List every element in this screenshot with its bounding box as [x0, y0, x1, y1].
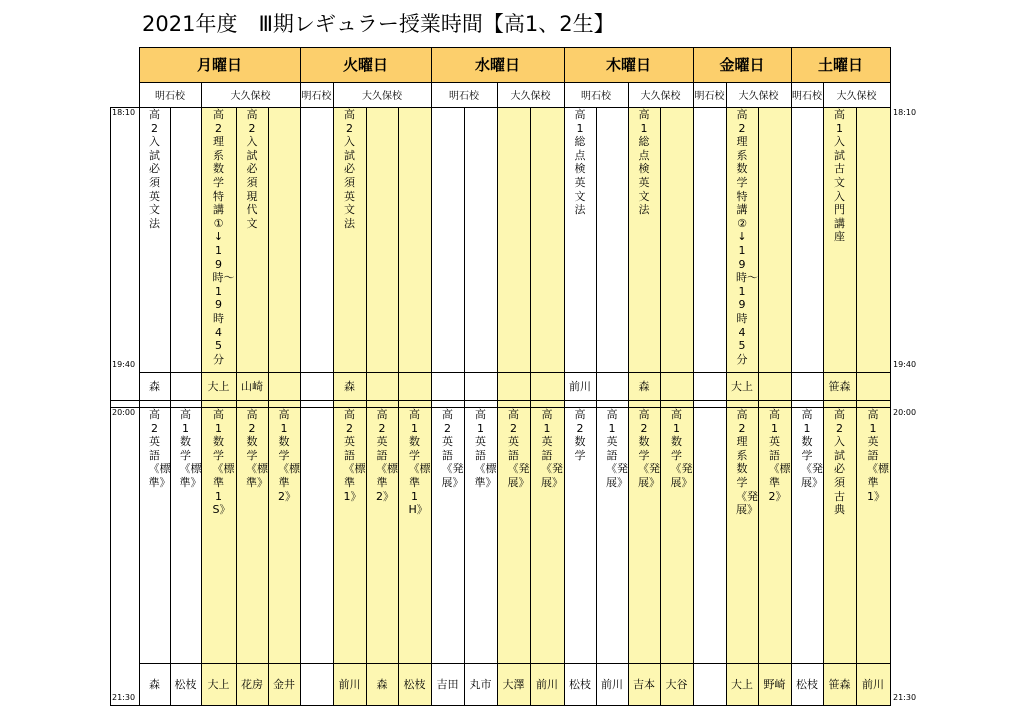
grid-line: [890, 107, 891, 705]
course-name: 高2英語《標準》: [148, 408, 170, 489]
teacher-cell-session2: 松枝: [569, 677, 591, 691]
course-name: 高1数学《標準1S》: [212, 408, 235, 517]
class-cell-session2: [170, 407, 201, 663]
class-cell-session2: [596, 407, 628, 663]
class-cell-session1: [660, 107, 693, 372]
grid-line: [110, 107, 891, 108]
teacher-cell-session1: [758, 372, 791, 400]
teacher-cell-session2: 野崎: [763, 677, 786, 691]
class-cell-session2: [497, 407, 530, 663]
teacher-cell-session2: 金井: [273, 677, 295, 691]
teacher-cell-session2: 大谷: [665, 677, 688, 691]
teacher-cell-session1: [660, 372, 693, 400]
course-name: 高2英語《標準2》: [376, 408, 398, 503]
teacher-cell-session1: [693, 372, 726, 400]
class-cell-session2: [333, 407, 366, 663]
grid-line: [791, 107, 792, 705]
grid-line: [236, 107, 237, 705]
grid-line: [110, 705, 891, 706]
class-cell-session1: [464, 107, 497, 372]
school-header: 大久保校: [230, 91, 271, 102]
day-header: 金曜日: [693, 47, 791, 82]
time-label: 18:10: [893, 108, 917, 117]
school-header: 大久保校: [510, 91, 551, 102]
teacher-cell-session1: [366, 372, 398, 400]
class-cell-session1: [497, 107, 530, 372]
day-header: 火曜日: [300, 47, 431, 82]
day-header: 月曜日: [139, 47, 300, 82]
course-name: 高1数学《標準1H》: [408, 408, 431, 517]
time-label: 21:30: [112, 693, 136, 702]
teacher-cell-session2: 花房: [241, 677, 263, 691]
class-cell-session1: [628, 107, 660, 372]
course-name: 高2英語《標準1》: [343, 408, 366, 503]
course-name: 高2数学《発展》: [638, 408, 660, 489]
grid-line: [170, 107, 171, 705]
class-cell-session2: [300, 407, 333, 663]
course-name: 高1数学《標準》: [179, 408, 201, 489]
grid-line: [110, 107, 111, 705]
grid-line: [139, 82, 891, 83]
teacher-cell-session1: [464, 372, 497, 400]
school-header: 明石校: [694, 91, 725, 102]
teacher-cell-session1: 大上: [207, 379, 230, 393]
grid-line: [564, 107, 565, 705]
class-cell-session2: [726, 407, 758, 663]
time-label: 21:30: [893, 693, 917, 702]
course-name: 高2英語《発展》: [441, 408, 464, 489]
class-cell-session2: [139, 407, 170, 663]
school-header: 明石校: [792, 91, 822, 102]
course-name: 高1英語《発展》: [541, 408, 563, 489]
school-header: 明石校: [301, 91, 332, 102]
day-header: 水曜日: [431, 47, 564, 82]
grid-line: [530, 107, 531, 705]
school-header: 大久保校: [362, 91, 402, 102]
teacher-cell-session1: [431, 372, 464, 400]
time-label: 20:00: [112, 408, 136, 417]
grid-line: [366, 107, 367, 705]
teacher-cell-session1: 前川: [569, 379, 591, 393]
grid-line: [201, 107, 202, 705]
grid-line: [139, 47, 891, 48]
grid-line: [431, 107, 432, 705]
teacher-cell-session2: 大澤: [502, 677, 525, 691]
teacher-cell-session1: 山崎: [241, 379, 263, 393]
school-header: 大久保校: [836, 91, 877, 102]
class-cell-session1: [300, 107, 333, 372]
course-name: 高2入試必須古典: [834, 408, 845, 517]
teacher-cell-session1: 笹森: [828, 379, 851, 393]
class-cell-session1: [268, 107, 300, 372]
time-label: 19:40: [893, 360, 917, 369]
teacher-cell-session2: 大上: [207, 677, 230, 691]
course-name: 高1英語《発展》: [606, 408, 628, 489]
class-cell-session1: [530, 107, 564, 372]
class-cell-session2: [823, 407, 856, 663]
course-name: 高2理系数学特講②↓19時〜19時45分: [736, 108, 758, 366]
time-label: 20:00: [893, 408, 917, 417]
course-name: 高1総点検英文法: [574, 108, 586, 217]
class-cell-session2: [564, 407, 596, 663]
teacher-cell-session2: 丸市: [469, 677, 492, 691]
teacher-cell-session1: 森: [344, 379, 355, 393]
class-cell-session1: [856, 107, 890, 372]
school-header: 明石校: [155, 91, 185, 102]
class-cell-session2: [268, 407, 300, 663]
grid-line: [110, 400, 891, 401]
class-cell-session2: [398, 407, 431, 663]
class-cell-session1: [758, 107, 791, 372]
teacher-cell-session1: [530, 372, 564, 400]
teacher-cell-session2: 前川: [862, 677, 884, 691]
grid-line: [398, 107, 399, 705]
course-name: 高1英語《標準》: [474, 408, 497, 489]
teacher-cell-session1: 森: [638, 379, 650, 393]
grid-line: [139, 107, 140, 705]
school-header: 大久保校: [640, 91, 681, 102]
grid-line: [110, 407, 891, 408]
class-cell-session2: [758, 407, 791, 663]
class-cell-session1: [431, 107, 464, 372]
class-cell-session2: [530, 407, 564, 663]
time-label: 18:10: [112, 108, 136, 117]
grid-line: [660, 107, 661, 705]
class-cell-session2: [660, 407, 693, 663]
class-cell-session1: [791, 107, 823, 372]
teacher-cell-session1: [268, 372, 300, 400]
course-name: 高2入試必須英文法: [149, 108, 160, 230]
grid-line: [823, 107, 824, 705]
course-name: 高1英語《標準2》: [768, 408, 791, 503]
class-cell-session2: [628, 407, 660, 663]
grid-line: [464, 107, 465, 705]
grid-line: [758, 107, 759, 705]
teacher-cell-session2: 森: [376, 677, 388, 691]
teacher-cell-session2: [300, 663, 333, 705]
teacher-cell-session1: [300, 372, 333, 400]
course-name: 高1数学《発展》: [801, 408, 823, 489]
class-cell-session2: [693, 407, 726, 663]
class-cell-session1: [398, 107, 431, 372]
teacher-cell-session1: [497, 372, 530, 400]
teacher-cell-session2: 大上: [731, 677, 753, 691]
grid-line: [726, 107, 727, 705]
class-cell-session2: [791, 407, 823, 663]
teacher-cell-session1: [170, 372, 201, 400]
course-name: 高1入試古文入門講座: [834, 108, 845, 244]
course-name: 高2入試必須英文法: [344, 108, 355, 230]
teacher-cell-session2: 松枝: [796, 677, 818, 691]
class-cell-session1: [726, 107, 758, 372]
class-cell-session2: [366, 407, 398, 663]
class-cell-session1: [693, 107, 726, 372]
course-name: 高1総点検英文法: [638, 108, 650, 217]
class-cell-session1: [596, 107, 628, 372]
course-name: 高2理系数学特講①↓19時〜19時45分: [212, 108, 235, 366]
teacher-cell-session2: 吉田: [436, 677, 459, 691]
school-header: 明石校: [449, 91, 479, 102]
page-title: 2021年度 Ⅲ期レギュラー授業時間【高1、2生】: [142, 12, 615, 36]
class-cell-session2: [236, 407, 268, 663]
class-cell-session1: [564, 107, 596, 372]
teacher-cell-session2: 前川: [338, 677, 361, 691]
day-header: 木曜日: [564, 47, 693, 82]
course-name: 高2数学《標準》: [246, 408, 268, 489]
class-cell-session1: [823, 107, 856, 372]
course-name: 高1数学《発展》: [670, 408, 693, 489]
course-name: 高2理系数学《発展》: [736, 408, 758, 517]
class-cell-session1: [333, 107, 366, 372]
grid-line: [628, 107, 629, 705]
teacher-cell-session2: [693, 663, 726, 705]
grid-line: [139, 663, 891, 664]
class-cell-session1: [236, 107, 268, 372]
course-name: 高2数学: [574, 408, 586, 462]
grid-line: [333, 107, 334, 705]
teacher-cell-session1: [791, 372, 823, 400]
grid-line: [596, 107, 597, 705]
class-cell-session1: [366, 107, 398, 372]
teacher-cell-session2: 松枝: [174, 677, 197, 691]
day-header: 土曜日: [791, 47, 890, 82]
grid-line: [300, 107, 301, 705]
class-cell-session2: [431, 407, 464, 663]
class-cell-session2: [856, 407, 890, 663]
teacher-cell-session1: [596, 372, 628, 400]
teacher-cell-session1: 大上: [731, 379, 753, 393]
teacher-cell-session1: [856, 372, 890, 400]
teacher-cell-session2: 松枝: [403, 677, 426, 691]
school-header: 大久保校: [738, 91, 779, 102]
class-cell-session1: [170, 107, 201, 372]
class-cell-session1: [201, 107, 236, 372]
grid-line: [856, 107, 857, 705]
course-name: 高1数学《標準2》: [278, 408, 300, 503]
course-name: 高1英語《標準1》: [867, 408, 889, 503]
school-header: 明石校: [581, 91, 611, 102]
course-name: 高2英語《発展》: [507, 408, 530, 489]
class-cell-session2: [464, 407, 497, 663]
grid-line: [497, 107, 498, 705]
teacher-cell-session2: 前川: [536, 677, 558, 691]
grid-line: [139, 372, 891, 373]
course-name: 高2入試必須現代文: [246, 108, 258, 230]
grid-line: [693, 107, 694, 705]
teacher-cell-session1: [398, 372, 431, 400]
class-cell-session1: [139, 107, 170, 372]
teacher-cell-session1: 森: [149, 379, 160, 393]
teacher-cell-session2: 笹森: [828, 677, 851, 691]
teacher-cell-session2: 吉本: [633, 677, 655, 691]
teacher-cell-session2: 森: [149, 677, 160, 691]
grid-line: [268, 107, 269, 705]
time-label: 19:40: [112, 360, 136, 369]
class-cell-session2: [201, 407, 236, 663]
teacher-cell-session2: 前川: [601, 677, 623, 691]
